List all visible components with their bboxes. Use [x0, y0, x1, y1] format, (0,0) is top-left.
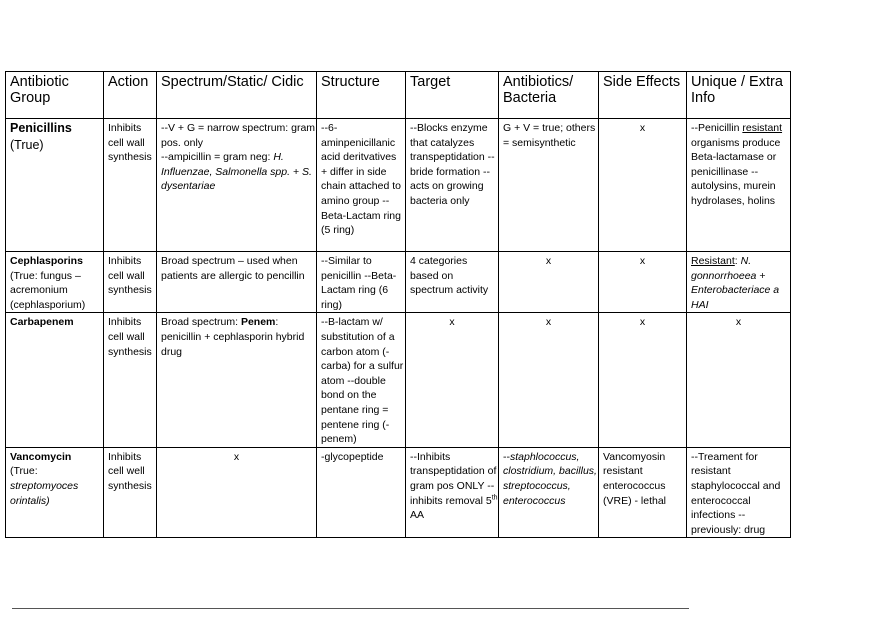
unique-text: --Penicillin [691, 122, 743, 134]
antibiotic-table [5, 71, 791, 538]
footer-divider [12, 608, 689, 609]
group-sub-text: (True: [10, 465, 38, 478]
cell-group [6, 447, 104, 538]
cell-bacteria: G + V = true; others = semisynthetic [499, 119, 599, 252]
cell-unique [687, 252, 791, 313]
header-target: Target [406, 72, 499, 119]
cell-group [6, 119, 104, 252]
cell-target: 4 categories based on spectrum activity [406, 252, 499, 313]
header-spectrum: Spectrum/Static/ Cidic [157, 72, 317, 119]
bacteria-organisms: staphlococcus, clostridium, bacillus, streptococcus, enterococcus [503, 450, 597, 507]
target-superscript: th [491, 494, 498, 501]
spectrum-text-rest: : penicillin + cephlasporin hybrid drug [161, 316, 305, 358]
group-sub: (True) [10, 137, 44, 152]
header-group: Antibiotic Group [6, 72, 104, 119]
bacteria-dash: -- [503, 450, 510, 463]
unique-text-rest: organisms produce Beta-lactamase or penicillinase --autolysins, murein hydrolases, holins [691, 136, 781, 207]
unique-organisms: N. gonnorrhoeea + Enterobacteriace a HAI [691, 255, 780, 311]
cell-action: Inhibits cell well synthesis [104, 447, 157, 538]
target-text: --Inhibits transpeptidation of gram pos ONLY --inhibits removal 5 [410, 450, 497, 507]
cell-side-effects: x [599, 313, 687, 447]
cell-spectrum: x [157, 447, 317, 538]
header-row [6, 72, 791, 119]
header-structure: Structure [317, 72, 406, 119]
group-name: Penicillins [10, 121, 72, 135]
spectrum-text: --ampicillin = gram neg: [161, 151, 274, 164]
cell-structure: -glycopeptide [317, 447, 406, 538]
table-row-penicillins [6, 119, 791, 252]
table-row-cephalosporins [6, 252, 791, 313]
table-row-carbapenem [6, 313, 791, 447]
cell-target: --Blocks enzyme that catalyzes transpeptidation --bride formation --acts on growing bacteria only [406, 119, 499, 252]
group-sub [10, 464, 103, 508]
cell-action: Inhibits cell wall synthesis [104, 313, 157, 447]
cell-action: Inhibits cell wall synthesis [104, 252, 157, 313]
unique-resistant: resistant [742, 122, 783, 134]
cell-structure: --6-aminpenicillanic acid deritvatives + differ in side chain attached to amino group --Beta-Lactam ring (5 ring) [317, 119, 406, 252]
header-bacteria: Antibiotics/ Bacteria [499, 72, 599, 119]
cell-target [406, 447, 499, 538]
cell-side-effects: x [599, 252, 687, 313]
cell-structure: --Similar to penicillin --Beta-Lactam ring (6 ring) [317, 252, 406, 313]
unique-colon: : [734, 255, 741, 267]
target-text-end: AA [410, 509, 425, 522]
cell-unique: --Treament for resistant staphylococcal and enterococcal infections --previously: drug [687, 447, 791, 538]
spectrum-text: Broad spectrum: [161, 316, 241, 329]
cell-bacteria: x [499, 252, 599, 313]
cell-group [6, 313, 104, 447]
cell-side-effects: x [599, 119, 687, 252]
spectrum-line: --V + G = narrow spectrum: gram pos. only [161, 122, 316, 149]
header-unique: Unique / Extra Info [687, 72, 791, 119]
cell-spectrum: Broad spectrum – used when patients are allergic to pencillin [157, 252, 317, 313]
group-name: Cephlasporins [10, 255, 83, 267]
group-name: Carbapenem [10, 316, 74, 329]
group-sub-organism: streptomyoces orintalis) [10, 479, 79, 507]
table-row-vancomycin [6, 447, 791, 538]
cell-bacteria [499, 447, 599, 538]
cell-group [6, 252, 104, 313]
cell-spectrum [157, 313, 317, 447]
header-action: Action [104, 72, 157, 119]
spectrum-line [161, 150, 316, 194]
cell-structure: --B-lactam w/ substitution of a carbon atom (-carba) for a sulfur atom --double bond on the pentane ring = pentene ring (-penem) [317, 313, 406, 447]
unique-resistant: Resistant [691, 255, 735, 267]
spectrum-penem: Penem [240, 316, 276, 329]
group-sub: (True: fungus – acremonium (cephlasporium) [10, 269, 86, 311]
cell-bacteria: x [499, 313, 599, 447]
cell-unique [687, 119, 791, 252]
header-side-effects: Side Effects [599, 72, 687, 119]
cell-action: Inhibits cell wall synthesis [104, 119, 157, 252]
spectrum-organisms: H. Influenzae, Salmonella spp. + S. dysentariae [161, 151, 312, 193]
cell-side-effects: Vancomyosin resistant enterococcus (VRE) - lethal [599, 447, 687, 538]
cell-spectrum [157, 119, 317, 252]
cell-unique: x [687, 313, 791, 447]
cell-target: x [406, 313, 499, 447]
group-name: Vancomycin [10, 450, 72, 463]
